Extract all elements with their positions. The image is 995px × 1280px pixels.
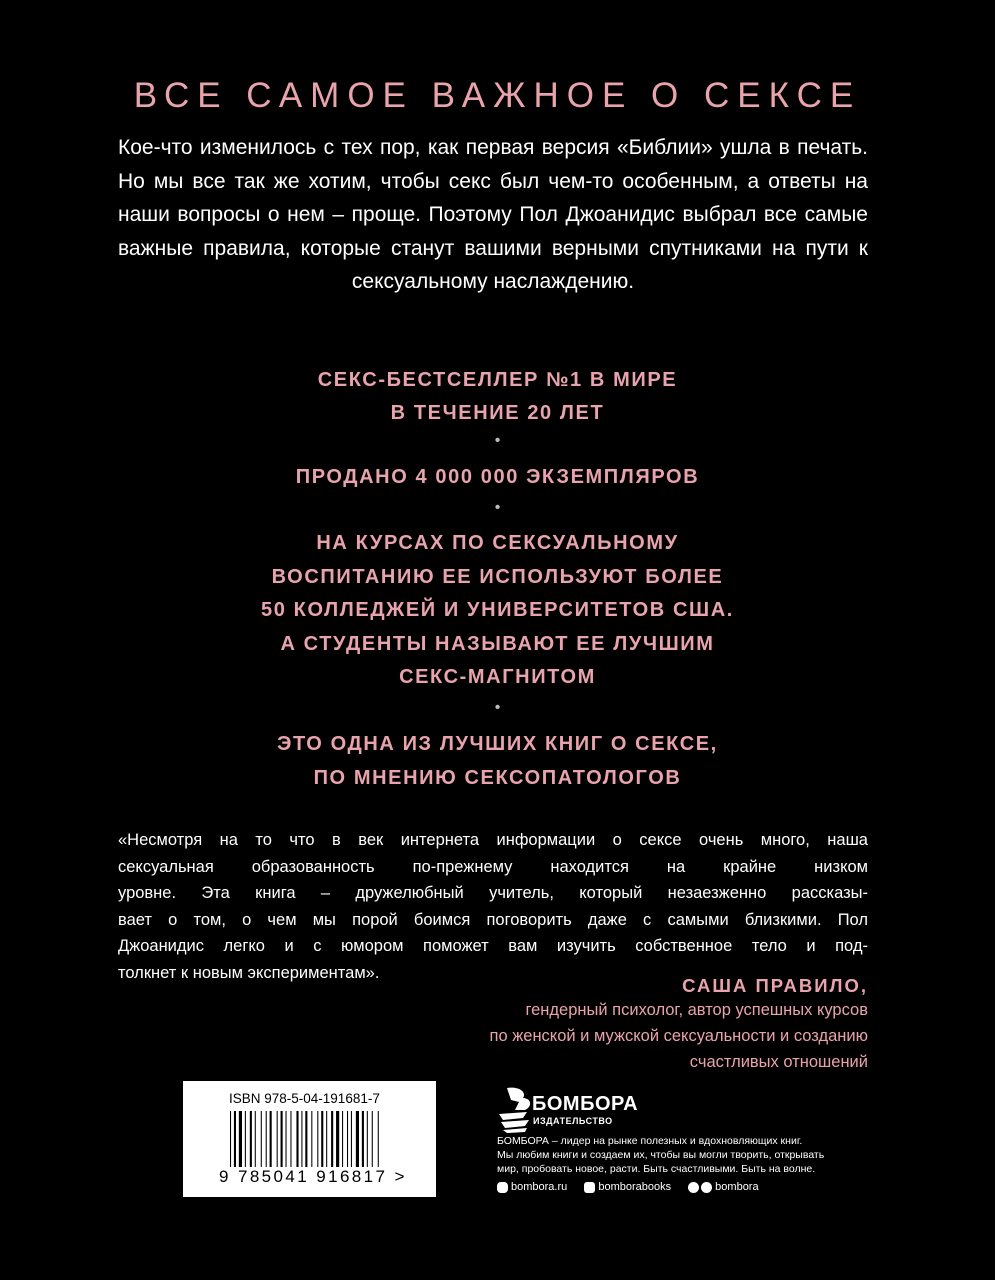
barcode-bar [372,1111,373,1167]
barcode-bar [331,1111,333,1167]
social-link-vk[interactable] [584,1181,671,1193]
claim-line: ЭТО ОДНА ИЗ ЛУЧШИХ КНИГ О СЕКСЕ, [277,733,718,755]
claim-block-3 [0,527,995,695]
social-link-telegram[interactable] [688,1181,758,1193]
publisher-about-line: мир, пробовать новое, расти. Быть счастливыми. Быть на волне. [497,1163,816,1175]
claim-line: ВОСПИТАНИЮ ЕЕ ИСПОЛЬЗУЮТ БОЛЕЕ [271,565,724,588]
barcode-bar [281,1111,283,1167]
barcode-bar [351,1111,352,1167]
bullet-separator: • [494,432,501,449]
barcode-bar [255,1111,256,1167]
barcode-bar [261,1111,262,1167]
review-author-description [490,997,868,1075]
barcode-bar [317,1111,318,1167]
author-desc-line: гендерный психолог, автор успешных курсов [525,1001,868,1019]
instagram-icon [497,1182,508,1193]
claim-block-2 [0,461,995,494]
barcode-bar [266,1111,267,1167]
claim-line: СЕКС-БЕСТСЕЛЛЕР №1 В МИРЕ [317,369,678,391]
claim-block-1 [0,364,995,430]
telegram-icon [701,1182,712,1193]
claim-line: А СТУДЕНТЫ НАЗЫВАЮТ ЕЕ ЛУЧШИМ [280,632,715,655]
barcode-icon [230,1111,395,1167]
author-desc-line: по женской и мужской сексуальности и созданию [489,1027,868,1045]
barcode-bar [245,1111,246,1167]
barcode-bar [290,1111,291,1167]
claim-line: В ТЕЧЕНИЕ 20 ЛЕТ [390,402,605,424]
barcode-bar [378,1111,379,1167]
isbn-label: ISBN 978-5-04-191681-7 [229,1091,380,1106]
bullet-separator: • [494,499,501,516]
publisher-about-line: Мы любим книги и создаем их, чтобы вы могли творить, открывать [497,1149,825,1161]
barcode-bar [342,1111,343,1167]
publisher-about [497,1134,824,1176]
claim-block-4 [0,727,995,795]
author-comma: , [860,975,868,996]
quote-line: вает о том, о чем мы порой боимся поговорить даже с самыми близкими. Пол [118,910,868,929]
barcode-bar [286,1111,287,1167]
social-label: bombora.ru [511,1181,568,1193]
barcode-bar [301,1111,302,1167]
claim-line: НА КУРСАХ ПО СЕКСУАЛЬНОМУ [316,532,679,554]
barcode-bar [305,1111,307,1167]
review-quote [118,827,868,986]
social-links [497,1181,773,1196]
claim-line: ПРОДАНО 4 000 000 ЭКЗЕМПЛЯРОВ [295,466,700,488]
barcode-bar [230,1111,231,1167]
publisher-about-line: БОМБОРА – лидер на рынке полезных и вдохновляющих книг. [497,1135,803,1147]
author-name: САША ПРАВИЛО [682,975,861,996]
barcode-bar [326,1111,327,1167]
claim-line: 50 КОЛЛЕДЖЕЙ И УНИВЕРСИТЕТОВ США. [261,599,734,622]
plus-icon [688,1182,699,1193]
intro-paragraph: Кое-что изменилось с тех пор, как первая версия «Библии» ушла в печать. Но мы все так же хотим, чтобы секс был чем-то особенным, а ответы на наши вопросы о нем – проще. Поэтому Пол Джоанидис выбрал все самые важные правила, которые станут вашими верными спутниками на пути к сексуальному наслаждению. [118,136,868,293]
claim-line: ПО МНЕНИЮ СЕКСОПАТОЛОГОВ [313,767,682,789]
barcode-bar [336,1111,339,1167]
quote-line: сексуальная образованность по-прежнему находится на крайне низком [118,857,868,876]
review-author [682,975,868,997]
isbn-barcode-box [183,1081,436,1197]
barcode-digits: 9 785041 916817 > [219,1167,407,1186]
quote-line: «Несмотря на то что в век интернета информации о сексе очень много, наша [118,831,868,849]
publisher-subtitle: ИЗДАТЕЛЬСТВО [533,1116,613,1126]
social-label: bomborabooks [598,1181,672,1193]
barcode-bar [321,1111,323,1167]
author-desc-line: счастливых отношений [689,1053,868,1071]
barcode-bar [296,1111,298,1167]
barcode-bar [362,1111,364,1167]
quote-line: Джоанидис легко и с юмором поможет вам изучить собственное тело и под- [118,937,868,955]
heading: ВСЕ САМОЕ ВАЖНОЕ О СЕКСЕ [133,76,862,115]
barcode-bar [234,1111,236,1167]
quote-line: уровне. Эта книга – дружелюбный учитель, который незаезженно рассказы- [118,884,868,902]
barcode-bar [250,1111,252,1167]
barcode-bar [277,1111,278,1167]
social-label: bombora [715,1181,759,1193]
bullet-separator: • [494,699,501,716]
barcode-bar [356,1111,359,1167]
barcode-bar [311,1111,312,1167]
barcode-bar [239,1111,242,1167]
barcode-bar [367,1111,368,1167]
claim-line: СЕКС-МАГНИТОМ [399,666,596,689]
barcode-bar [347,1111,348,1167]
quote-line: толкнет к новым экспериментам». [118,963,380,982]
social-link-instagram[interactable] [497,1181,567,1193]
vk-icon [584,1182,595,1193]
barcode-bar [270,1111,272,1167]
publisher-name: БОМБОРА [532,1093,639,1115]
